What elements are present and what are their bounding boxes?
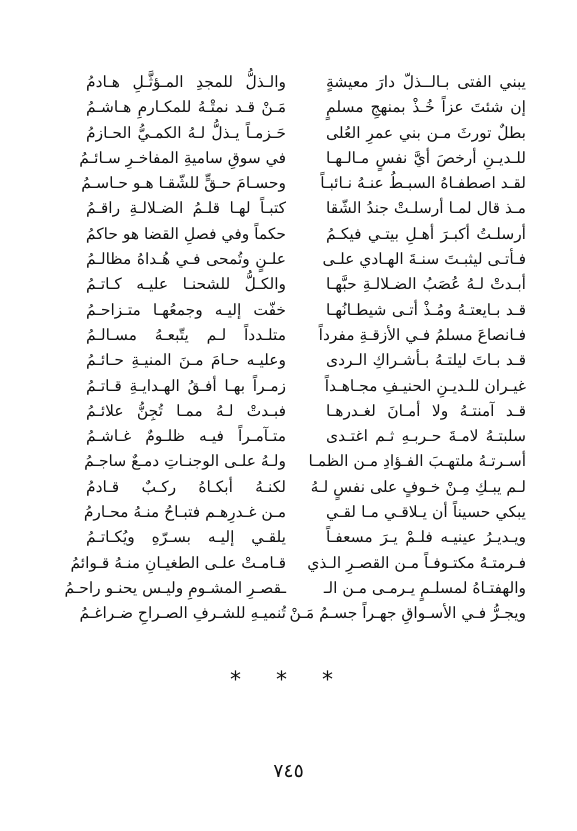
verse-second-hemistich: خفّت إليـه وجمعُهـا متـزاحـمُ: [86, 300, 286, 319]
verse-second-hemistich: يلقـي إليـه بسـرّهِ ويُكـاتـمُ: [86, 528, 286, 547]
verse-second-hemistich: مـن غـدرِهـم فتبـاحُ منـهُ محـارمُ: [83, 503, 286, 522]
verse-first-hemistich: فـانصاعَ مسلمُ فـي الأزقـةِ مفرداً: [318, 325, 526, 344]
verse-first-hemistich: مـذ قال لمـا أرسلـتْ جندُ الشّقا: [326, 199, 526, 218]
verse-first-hemistich: قـد آمنتـهُ ولا أمـانَ لغـدرهـا: [326, 401, 526, 420]
verse-second-hemistich: قـامـتْ علـى الطغيـانِ منـهُ قـوائمُ: [70, 553, 286, 572]
verse-second-hemistich: علـنٍ وتُمحى فـي هُـداهُ مظالـمُ: [86, 250, 286, 269]
verse-first-hemistich: والهفتـاهُ لمسلـمٍ يـرمـى مـن الـ: [323, 578, 526, 597]
verse-first-hemistich: لقـد اصطفـاهُ السبـطُ عنـهُ نـائبـاً: [320, 174, 526, 193]
verse-first-hemistich: إن شئتَ عزاً خُـذْ بمنهجِ مسلمٍ: [326, 98, 526, 117]
verse-first-hemistich: للـديـنِ أرخصَ أيَّ نفسٍ مـالـهـا: [326, 148, 526, 167]
verse-second-hemistich: مَـنْ قـد نمتْـهُ للمكـارمِ هـاشـمُ: [86, 98, 286, 117]
verse-second-hemistich: كتبـاً لهـا قلـمُ الضـلالـةِ راقـمُ: [86, 199, 286, 218]
verse-first-hemistich: أسـرتـهُ ملتهـبَ الفـؤادِ مـن الظمـا: [308, 452, 526, 471]
verse-second-hemistich: متـآمـراً فيـه ظلـومٌ غـاشـمُ: [86, 427, 286, 446]
verse-second-hemistich: لكنـهُ أبكـاهُ ركـبٌ قـادمُ: [86, 477, 286, 496]
verse-second-hemistich: حكماً وفي فصلِ القضا هو حاكمُ: [85, 224, 286, 243]
verse-second-hemistich: في سوقِ ساميةِ المفاخـرِ سـائـمُ: [79, 148, 286, 167]
verse-second-hemistich: زمـراً بهـا أفـقُ الهـدايـةِ قـاتـمُ: [86, 376, 286, 395]
verse-first-hemistich: قـد بـاتَ ليلتـهُ بـأشـراكِ الـردى: [326, 351, 526, 370]
verse-second-hemistich: حَـزمـاً يـذلُّ لـهُ الكمـيُّ الحـازمُ: [86, 123, 286, 142]
verse-first-hemistich: فـأتـى ليثبـتَ سنـةَ الهـادي علـى: [322, 250, 526, 269]
verse-second-hemistich: فبـدتْ لـهُ ممـا تُجِنُّ علائـمُ: [86, 401, 286, 420]
section-divider: * * *: [230, 668, 347, 693]
verse-second-hemistich: تُنميـهِ للشـرفِ الصـراحِ ضـراغـمُ: [79, 604, 286, 623]
poem: [64, 70, 526, 627]
verse-second-hemistich: ـقصـرِ المشـومِ وليـس يحنـو راحـمُ: [64, 578, 286, 597]
page-number: ٧٤٥: [273, 760, 304, 782]
verse-first-hemistich: ويـديـرُ عينيـه فلـمْ يـرَ مسعفـاً: [326, 528, 526, 547]
verse-first-hemistich: أرسلـتُ أكبـرَ أهـلِ بيتـي فيكـمُ: [326, 224, 526, 243]
verse-first-hemistich: بطلٌ تورثَ مـن بني عمرِ العُلى: [326, 123, 526, 142]
verse-first-hemistich: يبني الفتى بـالــذلّ دارَ معيشةٍ: [326, 73, 526, 91]
verse-first-hemistich: أبـدتْ لـهُ عُصَبُ الضـلالـةِ حبَّهـا: [326, 275, 526, 294]
verse-second-hemistich: والـذلُّ للمجدِ المـؤثَّـلِ هـادمُ: [86, 73, 286, 91]
verse-second-hemistich: متلـدداً لـم يتّبعـهُ مسـالـمُ: [86, 325, 286, 344]
verse-second-hemistich: وعليـه حـامَ مـنَ المنيـةِ حـائـمُ: [86, 351, 286, 370]
verse-first-hemistich: فـرمتـهُ مكتـوفـاً مـن القصـرِ الـذي: [307, 553, 526, 572]
verse-second-hemistich: والكـلُّ للشحنـا عليـه كـاتـمُ: [86, 275, 286, 294]
verse-first-hemistich: سلبتـهُ لامـةَ حـربـهِ ثـم اغتـدى: [326, 427, 526, 446]
verse-first-hemistich: لـم يبـكِ مِـنْ خـوفٍ على نفسٍ لـهُ: [310, 477, 526, 496]
verse-first-hemistich: قـد بـايعتـهُ ومُـذْ أتـى شيطـانُهـا: [326, 300, 526, 319]
sadr-column: [289, 70, 526, 627]
verse-first-hemistich: غيـران للـديـنِ الحنيـفِ مجـاهـداً: [324, 376, 526, 395]
verse-second-hemistich: وحسـامَ حـقٍّ للشّقـا هـو حـاسـمُ: [81, 174, 286, 193]
verse-second-hemistich: ولـهُ علـى الوجنـاتِ دمـعٌ ساجـمُ: [84, 452, 286, 471]
verse-first-hemistich: يبكي حسيناً أن يـلاقـي مـا لقـي: [326, 503, 526, 522]
ajuz-column: [64, 70, 286, 627]
verse-first-hemistich: ويجـرُّ فـي الأسـواقِ جهـراً جسـمُ مَـنْ: [289, 604, 526, 623]
